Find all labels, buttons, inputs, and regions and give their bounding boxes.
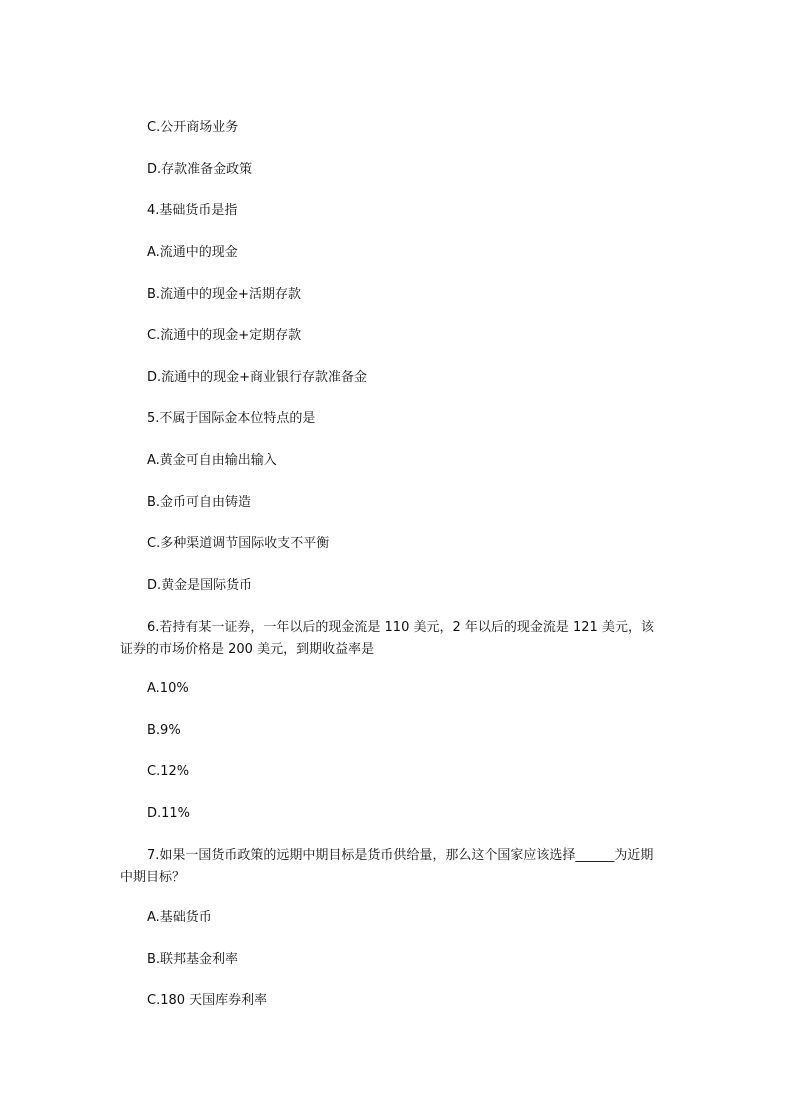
option-4c: C.流通中的现金+定期存款 [147,328,302,343]
option-6d: D.11% [147,806,191,821]
question-5: 5.不属于国际金本位特点的是 [147,411,316,426]
option-6a: A.10% [147,681,189,696]
option-4a: A.流通中的现金 [147,245,238,260]
option-6c: C.12% [147,764,190,779]
option-7a: A.基础货币 [147,910,212,925]
option-5a: A.黄金可自由输出输入 [147,453,277,468]
option-5b: B.金币可自由铸造 [147,495,252,510]
option-5c: C.多种渠道调节国际收支不平衡 [147,536,330,551]
option-4d: D.流通中的现金+商业银行存款准备金 [147,370,368,385]
question-6: 6.若持有某一证券，一年以后的现金流是 110 美元，2 年以后的现金流是 121 美元，该证券的市场价格是 200 美元，到期收益率是 [120,620,654,657]
option-3c: C.公开商场业务 [147,120,239,135]
option-7b: B.联邦基金利率 [147,952,239,967]
option-3d: D.存款准备金政策 [147,162,253,177]
option-4b: B.流通中的现金+活期存款 [147,287,301,302]
option-5d: D.黄金是国际货币 [147,578,253,593]
option-6b: B.9% [147,723,181,738]
question-7: 7.如果一国货币政策的远期中期目标是货币供给量，那么这个国家应该选择______为近期中期目标？ [120,848,654,885]
question-4: 4.基础货币是指 [147,203,238,218]
option-7c: C.180 天国库券利率 [147,993,268,1008]
